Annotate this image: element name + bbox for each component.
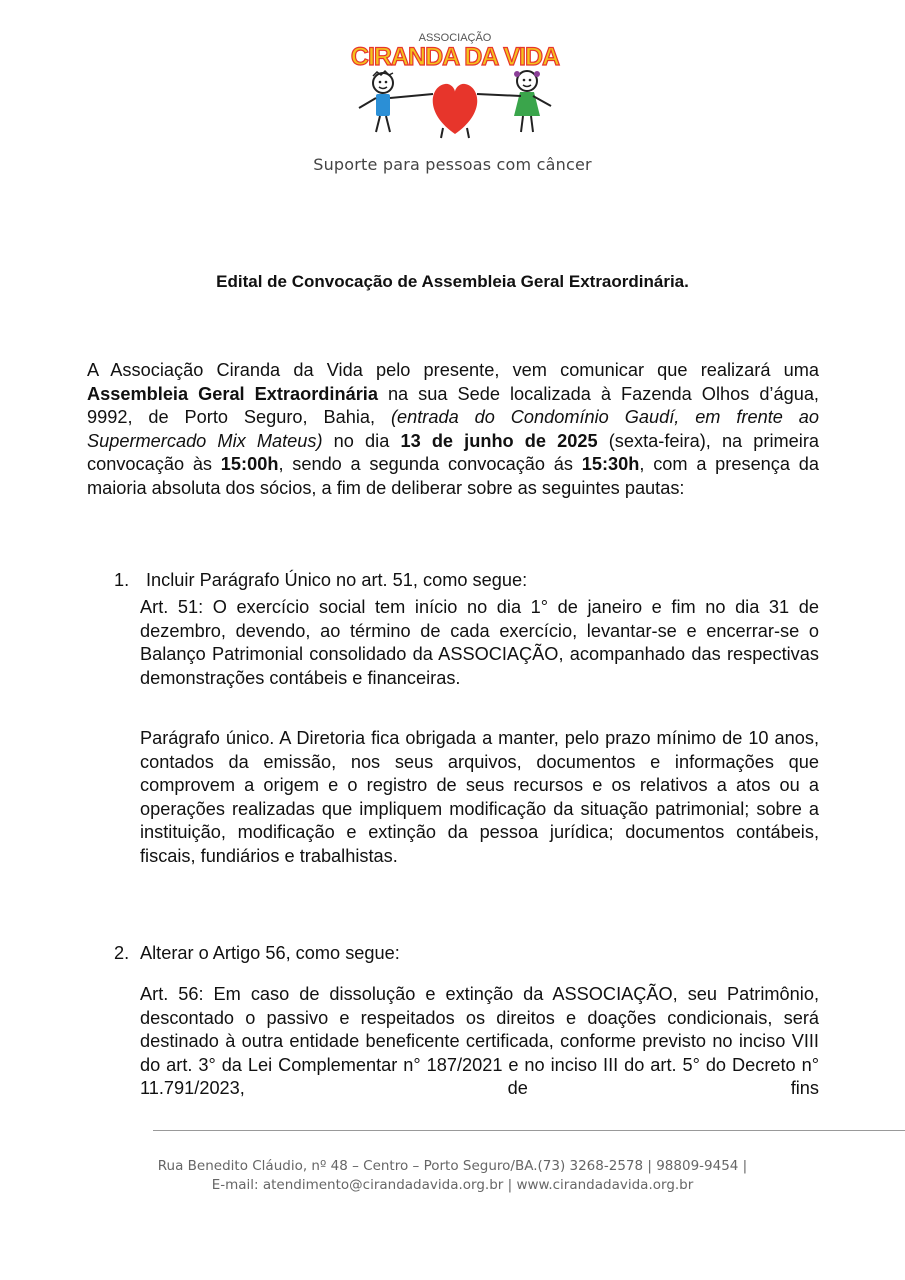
document-title: Edital de Convocação de Assembleia Geral Extraordinária. (216, 272, 689, 291)
logo-name-text: CIRANDA DA VIDA (350, 43, 560, 71)
footer-address: Rua Benedito Cláudio, nº 48 – Centro – Porto Seguro/BA.(73) 3268-2578 | 98809-9454 | (157, 1158, 748, 1174)
association-logo (345, 28, 565, 140)
first-call-time: 15:00h (220, 454, 279, 474)
boy-figure-icon (359, 71, 433, 132)
logo-small-text: ASSOCIAÇÃO (418, 32, 492, 44)
tagline: Suporte para pessoas com câncer (313, 155, 592, 174)
heart-icon (433, 84, 478, 134)
footer-contact: E-mail: atendimento@cirandadavida.org.br | www.cirandadavida.org.br (211, 1177, 694, 1193)
art-51-text: Art. 51: O exercício social tem início no dia 1° de janeiro e fim no dia 31 de dezembro, devendo, ao término de cada exercício, levantar-se e encerrar-se o Balanço Patrimonial consolidado da ASSOCIAÇÃO, acompanhado das respectivas demonstrações contábeis e financeiras. (140, 597, 819, 688)
intro-paragraph: A Associação Ciranda da Vida pelo presente, vem comunicar que realizará uma Assembleia Geral Extraordinária na sua Sede localizada à Fazenda Olhos d’água, 9992, de Porto Seguro, Bahia, (entrada do Condomínio Gaudí, em frente ao Supermercado Mix Mateus) no dia 13 de junho de 2025 (sexta-feira), na primeira convocação às 15:00h, sendo a segunda convocação ás 15:30h, com a presença da maioria absoluta dos sócios, a fim de deliberar sobre as seguintes pautas: (87, 360, 819, 498)
agenda-item-number: 2. (114, 943, 130, 963)
second-call-time: 15:30h (581, 454, 640, 474)
agenda-item-title: Alterar o Artigo 56, como segue: (140, 943, 400, 963)
agenda-item-number: 1. (114, 570, 130, 590)
agenda-item-1-heading (114, 569, 527, 593)
art-56-text: Art. 56: Em caso de dissolução e extinção da ASSOCIAÇÃO, seu Patrimônio, descontado o passivo e respeitados os direitos e doações condicionais, será destinado à outra entidade beneficente certificada, conforme previsto no inciso VIII do art. 3° da Lei Complementar n° 187/2021 e no inciso III do art. 5° do Decreto n° 11.791/2023, de fins (140, 984, 819, 1098)
assembly-type: Assembleia Geral Extraordinária (87, 383, 378, 404)
location-note: (entrada do Condomínio Gaudí, em frente ao Supermercado Mix Mateus) (87, 407, 819, 451)
ciranda-da-vida-logo-graphic (345, 28, 565, 140)
girl-figure-icon (477, 71, 551, 132)
sole-paragraph-text: Parágrafo único. A Diretoria fica obrigada a manter, pelo prazo mínimo de 10 anos, contados da emissão, nos seus arquivos, documentos e informações que comprovem a origem e o registro de seus recursos e os relativos a atos ou a operações realizadas que impliquem modificação da situação patrimonial; sobre a instituição, modificação e extinção da pessoa jurídica; documentos contábeis, fiscais, fundiários e trabalhistas. (140, 728, 819, 866)
agenda-item-2-heading (114, 942, 400, 966)
meeting-date: 13 de junho de 2025 (400, 430, 598, 451)
agenda-item-title: Incluir Parágrafo Único no art. 51, como segue: (146, 570, 528, 590)
footer-divider (153, 1130, 905, 1131)
